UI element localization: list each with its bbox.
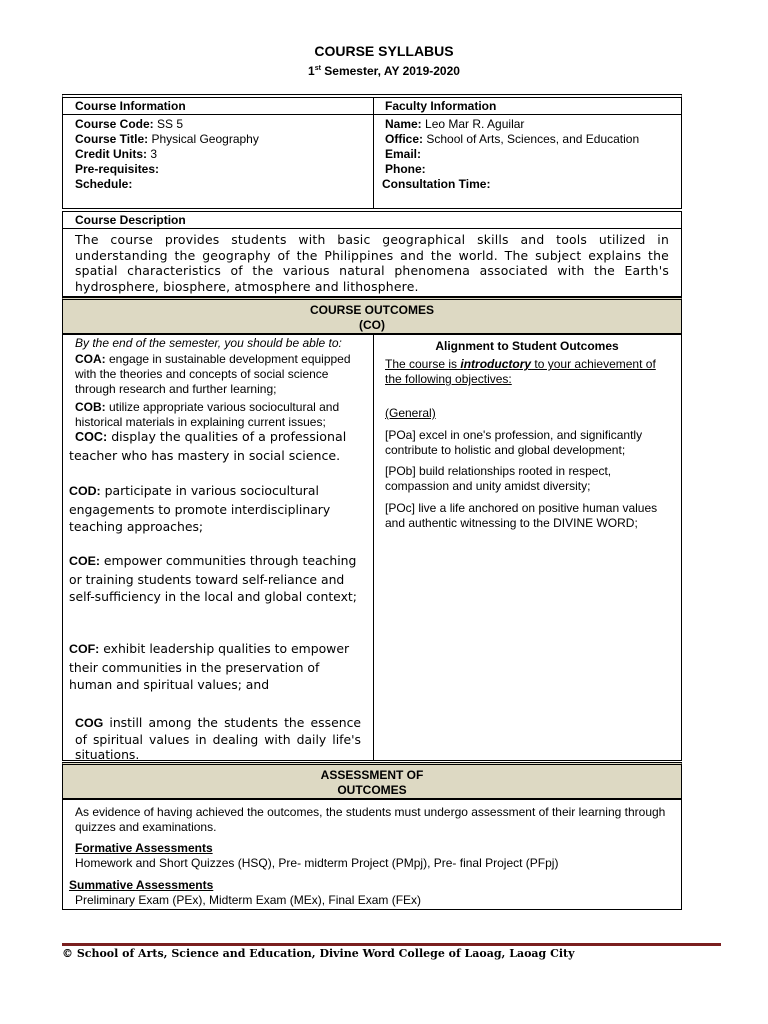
course-outcomes-abbrev: (CO) xyxy=(359,318,385,332)
semester-number: 1 xyxy=(308,64,315,78)
course-info-heading: Course Information xyxy=(63,98,373,115)
assessment-section xyxy=(62,799,682,910)
footer-rule xyxy=(62,943,721,946)
office-row: Office: School of Arts, Sciences, and Education xyxy=(385,132,640,146)
credit-units-row: Credit Units: 3 xyxy=(75,147,158,161)
faculty-info-rows xyxy=(373,115,681,192)
name-row: Name: Leo Mar R. Aguilar xyxy=(385,117,525,131)
course-description-text: The course provides students with basic geographical skills and tools utilized in understanding the geography of the Philippines and the world. The subject explains the spatial characteristics of the various natural phenomena associated with the Earth's hydrosphere, biosphere, atmosphere and lithosphere. xyxy=(75,232,669,294)
objective-poc: [POc] live a life anchored on positive human values and authentic witnessing to the DIVINE WORD; xyxy=(385,501,658,530)
semester-ordinal: st xyxy=(314,65,321,72)
course-info-column xyxy=(63,98,374,208)
summative-text: Preliminary Exam (PEx), Midterm Exam (MEx), Final Exam (FEx) xyxy=(75,893,422,907)
phone-row: Phone: xyxy=(385,162,426,176)
alignment-title: Alignment to Student Outcomes xyxy=(435,339,619,353)
consultation-row: Consultation Time: xyxy=(382,177,491,191)
general-label: (General) xyxy=(385,406,436,420)
outcome-cof: COF: exhibit leadership qualities to empower their communities in the preservation of human and spiritual values; and xyxy=(69,641,350,692)
assessment-intro: As evidence of having achieved the outcomes, the students must undergo assessment of their learning through quizzes and examinations. xyxy=(75,805,666,834)
assessment-title-line2: OUTCOMES xyxy=(337,783,407,797)
semester-text: Semester, AY 2019-2020 xyxy=(320,64,460,78)
outcome-cob: COB: utilize appropriate various sociocultural and historical materials in explaining current issues; xyxy=(75,400,340,429)
faculty-info-column xyxy=(373,98,681,208)
alignment-column xyxy=(373,335,681,760)
course-description-section xyxy=(62,211,682,297)
course-description-heading: Course Description xyxy=(63,212,681,229)
outcomes-column xyxy=(63,335,374,760)
outcome-coe: COE: empower communities through teaching or training students toward self-reliance and self-sufficiency in the local and global context; xyxy=(69,553,357,604)
summative-label: Summative Assessments xyxy=(69,878,214,892)
semester-line xyxy=(0,64,768,78)
objective-poa: [POa] excel in one's profession, and significantly contribute to holistic and global development; xyxy=(385,428,643,457)
assessment-title-line1: ASSESSMENT OF xyxy=(320,768,424,782)
formative-label: Formative Assessments xyxy=(75,841,213,855)
objective-pob: [POb] build relationships rooted in respect, compassion and unity amidst diversity; xyxy=(385,464,612,493)
document-title: COURSE SYLLABUS xyxy=(314,43,454,59)
outcome-cod: COD: participate in various sociocultural engagements to promote interdisciplinary teaching approaches; xyxy=(69,483,331,534)
course-info-rows xyxy=(63,115,373,192)
course-title-row: Course Title: Physical Geography xyxy=(75,132,259,146)
outcomes-intro: By the end of the semester, you should be able to: xyxy=(75,336,342,350)
formative-text: Homework and Short Quizzes (HSQ), Pre- midterm Project (PMpj), Pre- final Project (PFpj) xyxy=(75,856,559,870)
email-row: Email: xyxy=(385,147,422,161)
schedule-row: Schedule: xyxy=(75,177,133,191)
outcome-coa: COA: engage in sustainable development equipped with the theories and concepts of social science through research and further learning; xyxy=(75,352,351,396)
faculty-info-heading: Faculty Information xyxy=(373,98,681,115)
info-table xyxy=(62,94,682,209)
assessment-heading xyxy=(62,762,682,799)
course-outcomes-title: COURSE OUTCOMES xyxy=(309,303,434,317)
prerequisites-row: Pre-requisites: xyxy=(75,162,160,176)
course-outcomes-heading xyxy=(62,297,682,334)
alignment-intro: The course is introductory to your achievement of the following objectives: xyxy=(385,357,656,386)
outcome-cog: COG instill among the students the essence of spiritual values in dealing with daily life's situations. xyxy=(75,715,361,762)
course-code-row: Course Code: SS 5 xyxy=(75,117,184,131)
outcome-coc: COC: display the qualities of a professional teacher who has mastery in social science. xyxy=(69,429,347,463)
course-outcomes-table xyxy=(62,334,682,761)
footer-text: © School of Arts, Science and Education, Divine Word College of Laoag, Laoag City xyxy=(62,947,575,960)
